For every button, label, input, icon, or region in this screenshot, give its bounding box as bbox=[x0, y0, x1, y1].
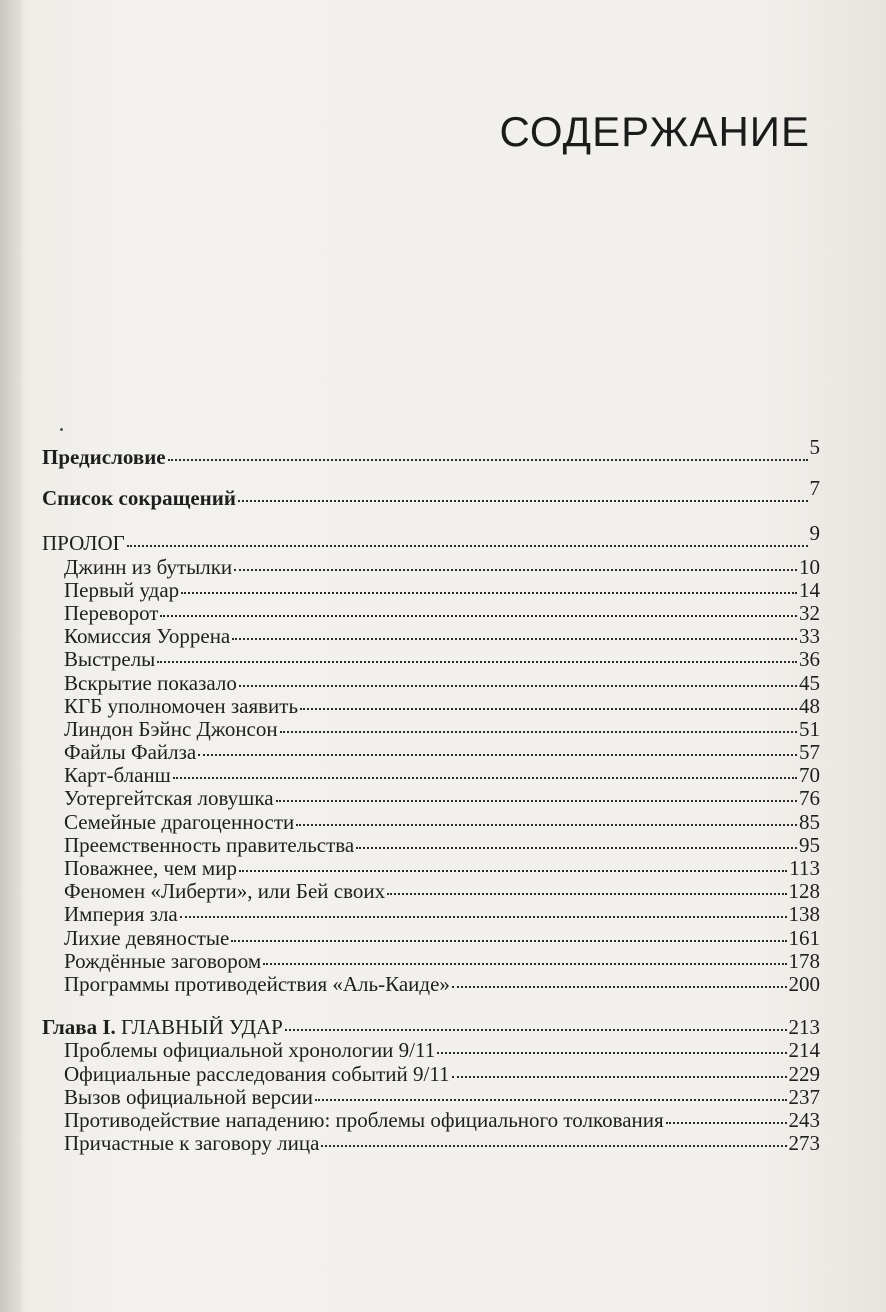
toc-subentry[interactable] bbox=[42, 648, 820, 671]
toc-dot-leader bbox=[280, 731, 797, 733]
toc-entry-page: 76 bbox=[799, 786, 820, 811]
toc-subentry[interactable] bbox=[42, 811, 820, 834]
toc-dot-leader bbox=[315, 1099, 787, 1101]
toc-entry-page: 161 bbox=[788, 925, 820, 950]
toc-entry-page: 70 bbox=[799, 763, 820, 788]
toc-entry-label: Официальные расследования событий 9/11 bbox=[64, 1061, 450, 1086]
toc-entry-label: Причастные к заговору лица bbox=[64, 1131, 320, 1156]
toc-entry-label: Феномен «Либерти», или Бей своих bbox=[64, 879, 386, 904]
toc-entry-page: 95 bbox=[799, 832, 820, 857]
page-title: СОДЕРЖАНИЕ bbox=[499, 108, 810, 155]
toc-entry-page: 213 bbox=[788, 1015, 820, 1040]
toc-subentry[interactable] bbox=[42, 950, 820, 973]
toc-dot-leader bbox=[300, 708, 797, 710]
toc-subentry[interactable] bbox=[42, 1109, 820, 1132]
toc-subentry[interactable] bbox=[42, 903, 820, 926]
toc-dot-leader bbox=[321, 1145, 786, 1147]
toc-entry-prologue[interactable] bbox=[42, 521, 820, 556]
toc-entry-label: Первый удар bbox=[64, 577, 180, 602]
table-of-contents bbox=[42, 435, 820, 1156]
toc-subentry[interactable] bbox=[42, 834, 820, 857]
toc-subentry[interactable] bbox=[42, 787, 820, 810]
toc-entry-label: ПРОЛОГ bbox=[42, 531, 125, 556]
toc-dot-leader bbox=[263, 963, 786, 965]
toc-entry-label: Карт-бланш bbox=[64, 763, 171, 788]
toc-entry-page: 237 bbox=[788, 1084, 820, 1109]
toc-entry-abbreviations[interactable] bbox=[42, 476, 820, 511]
toc-entry-label: Проблемы официальной хронологии 9/11 bbox=[64, 1038, 436, 1063]
book-spine-shadow bbox=[0, 0, 22, 1312]
toc-entry-page: 273 bbox=[788, 1131, 820, 1156]
toc-entry-page: 229 bbox=[788, 1061, 820, 1086]
toc-entry-label: Поважнее, чем мир bbox=[64, 856, 237, 880]
toc-entry-label: Империя зла bbox=[64, 902, 178, 927]
toc-entry-label bbox=[42, 1016, 283, 1039]
toc-entry-page: 128 bbox=[788, 879, 820, 904]
toc-dot-leader bbox=[157, 661, 797, 663]
toc-entry-preface[interactable] bbox=[42, 435, 820, 469]
toc-dot-leader bbox=[666, 1122, 787, 1124]
stray-mark bbox=[60, 428, 63, 431]
toc-entry-page: 51 bbox=[799, 716, 820, 741]
toc-dot-leader bbox=[160, 615, 797, 617]
toc-subentry[interactable] bbox=[42, 718, 820, 741]
toc-entry-label: Джинн из бутылки bbox=[64, 554, 233, 579]
toc-dot-leader bbox=[296, 824, 797, 826]
toc-entry-label: Комиссия Уоррена bbox=[64, 624, 231, 649]
toc-dot-leader bbox=[452, 986, 787, 988]
toc-subentry[interactable] bbox=[42, 1039, 820, 1062]
toc-entry-label: Программы противодействия «Аль-Каиде» bbox=[64, 971, 450, 996]
toc-subentry[interactable] bbox=[42, 1132, 820, 1155]
toc-entry-page: 14 bbox=[799, 577, 820, 602]
toc-dot-leader bbox=[127, 545, 808, 547]
toc-dot-leader bbox=[239, 870, 787, 872]
toc-entry-label: Рождённые заговором bbox=[64, 948, 262, 973]
toc-entry-page: 9 bbox=[809, 521, 820, 546]
toc-entry-label: Семейные драгоценности bbox=[64, 809, 295, 834]
toc-dot-leader bbox=[276, 800, 797, 802]
toc-entry-page: 33 bbox=[799, 624, 820, 649]
toc-subentry[interactable] bbox=[42, 927, 820, 950]
chapter-prefix: Глава I. bbox=[42, 1015, 116, 1040]
toc-entry-page: 5 bbox=[809, 435, 820, 459]
toc-entry-page: 57 bbox=[799, 740, 820, 765]
toc-subentry[interactable] bbox=[42, 764, 820, 787]
toc-entry-page: 214 bbox=[788, 1038, 820, 1063]
toc-entry-page: 113 bbox=[789, 856, 820, 880]
toc-dot-leader bbox=[387, 893, 786, 895]
toc-dot-leader bbox=[239, 685, 797, 687]
toc-entry-label: Выстрелы bbox=[64, 647, 156, 672]
toc-dot-leader bbox=[181, 592, 797, 594]
toc-subentry[interactable] bbox=[42, 1086, 820, 1109]
toc-subentry[interactable] bbox=[42, 556, 820, 579]
toc-entry-chapter-1[interactable] bbox=[42, 1016, 820, 1039]
toc-subentry[interactable] bbox=[42, 579, 820, 602]
toc-subentry[interactable] bbox=[42, 1063, 820, 1086]
toc-subentry[interactable] bbox=[42, 880, 820, 903]
toc-dot-leader bbox=[180, 916, 787, 918]
toc-entry-label: Преемственность правительства bbox=[64, 832, 355, 857]
toc-entry-label: Противодействие нападению: проблемы официального толкования bbox=[64, 1107, 664, 1132]
toc-subentry[interactable] bbox=[42, 695, 820, 718]
toc-entry-page: 243 bbox=[788, 1107, 820, 1132]
toc-dot-leader bbox=[452, 1076, 787, 1078]
toc-entry-label: Лихие девяностые bbox=[64, 925, 230, 950]
toc-entry-page: 45 bbox=[799, 670, 820, 695]
toc-subentry[interactable] bbox=[42, 973, 820, 996]
toc-entry-label: Переворот bbox=[64, 600, 159, 625]
toc-entry-page: 32 bbox=[799, 600, 820, 625]
toc-dot-leader bbox=[437, 1052, 786, 1054]
toc-subentry[interactable] bbox=[42, 602, 820, 625]
toc-entry-label: Предисловие bbox=[42, 445, 166, 469]
toc-entry-page: 10 bbox=[799, 554, 820, 579]
toc-entry-label: Вызов официальной версии bbox=[64, 1084, 313, 1109]
prologue-subentries bbox=[42, 556, 820, 997]
toc-subentry[interactable] bbox=[42, 741, 820, 764]
toc-entry-label: КГБ уполномочен заявить bbox=[64, 693, 299, 718]
toc-entry-page: 7 bbox=[809, 476, 820, 501]
chapter-1-subentries bbox=[42, 1039, 820, 1155]
toc-entry-page: 85 bbox=[799, 809, 820, 834]
toc-entry-page: 138 bbox=[788, 902, 820, 927]
toc-entry-label: Вскрытие показало bbox=[64, 670, 237, 695]
chapter-title: ГЛАВНЫЙ УДАР bbox=[121, 1015, 283, 1040]
toc-dot-leader bbox=[231, 940, 786, 942]
toc-entry-page: 200 bbox=[788, 971, 820, 996]
toc-subentry[interactable] bbox=[42, 625, 820, 648]
toc-dot-leader bbox=[168, 459, 808, 461]
toc-dot-leader bbox=[238, 500, 808, 502]
toc-entry-page: 48 bbox=[799, 693, 820, 718]
toc-subentry[interactable] bbox=[42, 857, 820, 880]
toc-subentry[interactable] bbox=[42, 672, 820, 695]
toc-dot-leader bbox=[285, 1029, 787, 1031]
toc-entry-label: Уотергейтская ловушка bbox=[64, 786, 274, 811]
toc-dot-leader bbox=[232, 638, 797, 640]
toc-dot-leader bbox=[234, 569, 797, 571]
toc-entry-label: Файлы Файлза bbox=[64, 740, 197, 765]
toc-dot-leader bbox=[356, 847, 797, 849]
toc-entry-page: 36 bbox=[799, 647, 820, 672]
toc-entry-label: Список сокращений bbox=[42, 486, 236, 511]
toc-entry-page: 178 bbox=[788, 948, 820, 973]
toc-dot-leader bbox=[173, 777, 797, 779]
toc-dot-leader bbox=[198, 754, 797, 756]
toc-entry-label: Линдон Бэйнс Джонсон bbox=[64, 716, 278, 741]
